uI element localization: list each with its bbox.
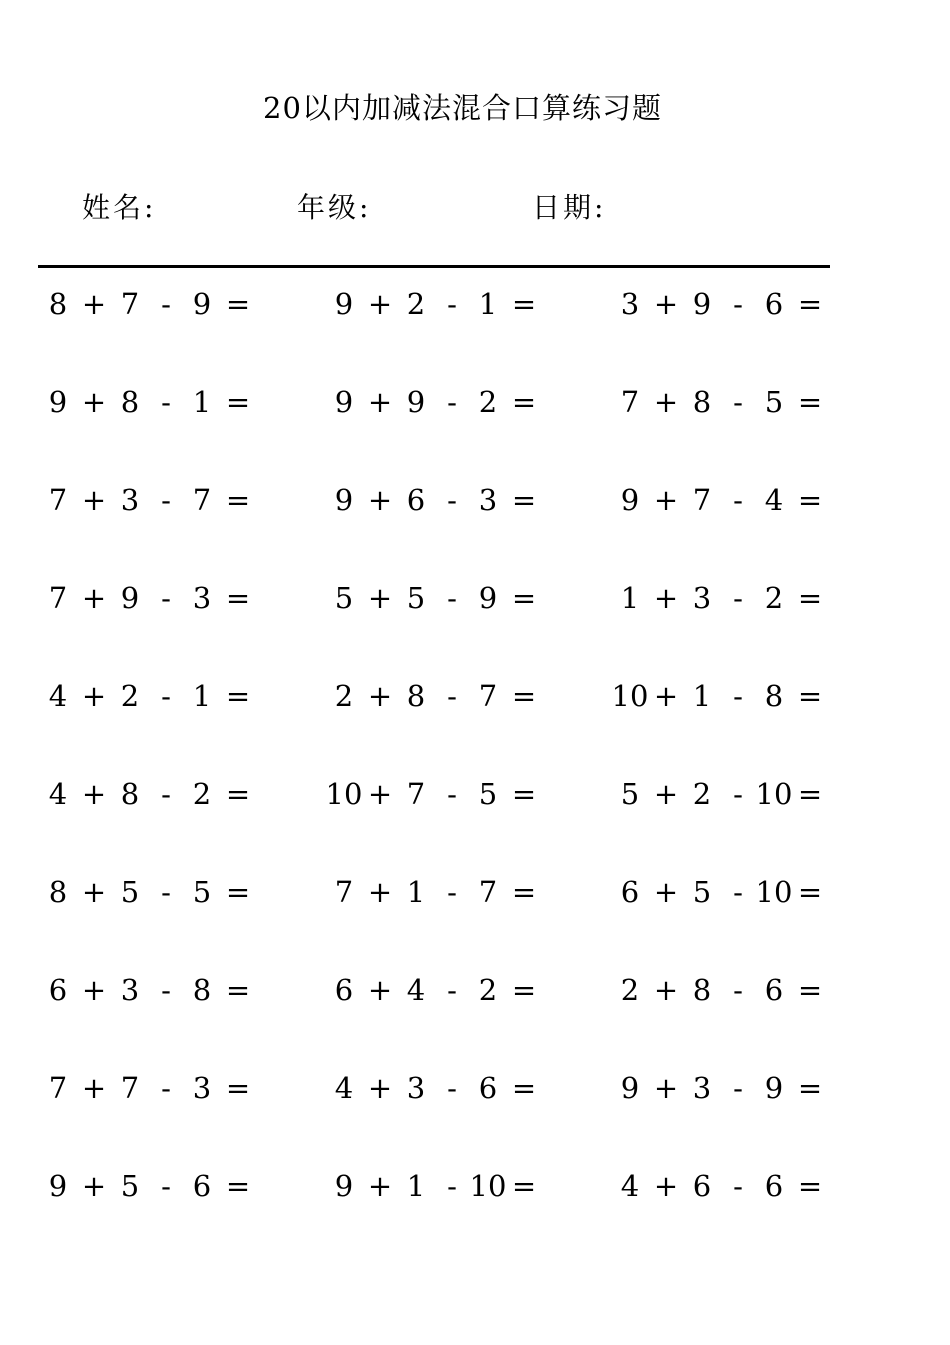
operand-second: 9: [120, 581, 140, 615]
minus-sign: -: [733, 287, 743, 321]
minus-sign: -: [161, 385, 171, 419]
equals-sign: =: [225, 483, 251, 517]
operand-first: 2: [620, 973, 640, 1007]
plus-sign: +: [653, 679, 679, 713]
equals-sign: =: [797, 581, 823, 615]
operand-third: 10: [469, 1169, 507, 1203]
plus-sign: +: [81, 1169, 107, 1203]
operand-third: 3: [192, 1071, 212, 1105]
operand-first: 9: [620, 1071, 640, 1105]
plus-sign: +: [81, 973, 107, 1007]
plus-sign: +: [81, 287, 107, 321]
problem-item: [610, 1166, 830, 1206]
operand-first: 10: [611, 679, 649, 713]
problem-item: [38, 480, 258, 520]
operand-third: 2: [192, 777, 212, 811]
operand-third: 10: [755, 875, 793, 909]
operand-second: 7: [120, 287, 140, 321]
problem-item: [610, 872, 830, 912]
page-title: 20以内加减法混合口算练习题: [263, 91, 662, 125]
minus-sign: -: [733, 483, 743, 517]
plus-sign: +: [81, 777, 107, 811]
operand-third: 6: [192, 1169, 212, 1203]
minus-sign: -: [447, 1071, 457, 1105]
operand-third: 4: [764, 483, 784, 517]
operand-second: 3: [120, 973, 140, 1007]
equals-sign: =: [511, 777, 537, 811]
equals-sign: =: [225, 875, 251, 909]
operand-first: 9: [48, 385, 68, 419]
minus-sign: -: [447, 777, 457, 811]
problem-item: [324, 480, 544, 520]
operand-second: 3: [120, 483, 140, 517]
operand-first: 3: [620, 287, 640, 321]
operand-second: 2: [692, 777, 712, 811]
plus-sign: +: [367, 385, 393, 419]
operand-first: 4: [334, 1071, 354, 1105]
operand-third: 9: [478, 581, 498, 615]
operand-first: 9: [334, 287, 354, 321]
minus-sign: -: [447, 287, 457, 321]
plus-sign: +: [81, 1071, 107, 1105]
minus-sign: -: [161, 777, 171, 811]
operand-first: 7: [48, 483, 68, 517]
problem-item: [38, 1068, 258, 1108]
operand-third: 6: [764, 973, 784, 1007]
operand-second: 6: [406, 483, 426, 517]
operand-third: 7: [192, 483, 212, 517]
operand-third: 6: [764, 1169, 784, 1203]
operand-second: 7: [692, 483, 712, 517]
problem-item: [610, 1068, 830, 1108]
operand-first: 8: [48, 875, 68, 909]
problem-item: [610, 578, 830, 618]
operand-first: 5: [334, 581, 354, 615]
operand-first: 6: [334, 973, 354, 1007]
minus-sign: -: [161, 1169, 171, 1203]
equals-sign: =: [225, 385, 251, 419]
operand-third: 5: [478, 777, 498, 811]
plus-sign: +: [81, 385, 107, 419]
equals-sign: =: [225, 1071, 251, 1105]
operand-second: 5: [406, 581, 426, 615]
minus-sign: -: [447, 875, 457, 909]
equals-sign: =: [797, 973, 823, 1007]
operand-first: 4: [48, 679, 68, 713]
minus-sign: -: [447, 973, 457, 1007]
problem-item: [38, 774, 258, 814]
operand-third: 2: [478, 385, 498, 419]
operand-first: 4: [48, 777, 68, 811]
operand-first: 6: [620, 875, 640, 909]
minus-sign: -: [447, 1169, 457, 1203]
problem-item: [324, 970, 544, 1010]
plus-sign: +: [367, 581, 393, 615]
operand-second: 8: [120, 777, 140, 811]
operand-third: 2: [478, 973, 498, 1007]
equals-sign: =: [225, 287, 251, 321]
operand-first: 9: [334, 385, 354, 419]
operand-second: 8: [406, 679, 426, 713]
problem-item: [38, 970, 258, 1010]
plus-sign: +: [653, 483, 679, 517]
minus-sign: -: [447, 385, 457, 419]
operand-third: 8: [764, 679, 784, 713]
operand-second: 6: [692, 1169, 712, 1203]
operand-first: 9: [334, 1169, 354, 1203]
equals-sign: =: [511, 287, 537, 321]
operand-third: 2: [764, 581, 784, 615]
operand-second: 3: [692, 1071, 712, 1105]
operand-first: 10: [325, 777, 363, 811]
problem-item: [38, 284, 258, 324]
plus-sign: +: [367, 1071, 393, 1105]
operand-first: 9: [48, 1169, 68, 1203]
operand-second: 8: [120, 385, 140, 419]
problem-item: [610, 774, 830, 814]
plus-sign: +: [367, 777, 393, 811]
equals-sign: =: [797, 1071, 823, 1105]
operand-second: 9: [692, 287, 712, 321]
plus-sign: +: [653, 777, 679, 811]
operand-second: 3: [406, 1071, 426, 1105]
problem-item: [38, 578, 258, 618]
operand-second: 8: [692, 973, 712, 1007]
plus-sign: +: [367, 875, 393, 909]
operand-second: 1: [406, 875, 426, 909]
operand-third: 3: [192, 581, 212, 615]
operand-third: 6: [764, 287, 784, 321]
plus-sign: +: [653, 973, 679, 1007]
problem-item: [38, 872, 258, 912]
minus-sign: -: [161, 973, 171, 1007]
minus-sign: -: [733, 1071, 743, 1105]
problem-item: [38, 1166, 258, 1206]
operand-first: 9: [620, 483, 640, 517]
operand-third: 7: [478, 679, 498, 713]
plus-sign: +: [81, 875, 107, 909]
problem-item: [324, 382, 544, 422]
operand-third: 1: [478, 287, 498, 321]
plus-sign: +: [653, 581, 679, 615]
minus-sign: -: [733, 385, 743, 419]
equals-sign: =: [511, 679, 537, 713]
problem-item: [38, 676, 258, 716]
equals-sign: =: [797, 483, 823, 517]
equals-sign: =: [797, 875, 823, 909]
minus-sign: -: [161, 1071, 171, 1105]
plus-sign: +: [653, 875, 679, 909]
operand-third: 7: [478, 875, 498, 909]
operand-third: 5: [764, 385, 784, 419]
problem-item: [610, 480, 830, 520]
operand-second: 8: [692, 385, 712, 419]
operand-second: 1: [692, 679, 712, 713]
operand-first: 6: [48, 973, 68, 1007]
operand-second: 2: [120, 679, 140, 713]
plus-sign: +: [367, 679, 393, 713]
problem-item: [324, 1166, 544, 1206]
equals-sign: =: [511, 483, 537, 517]
operand-third: 1: [192, 385, 212, 419]
equals-sign: =: [225, 581, 251, 615]
operand-first: 9: [334, 483, 354, 517]
equals-sign: =: [797, 777, 823, 811]
operand-second: 9: [406, 385, 426, 419]
minus-sign: -: [733, 973, 743, 1007]
operand-third: 9: [764, 1071, 784, 1105]
operand-third: 9: [192, 287, 212, 321]
operand-first: 7: [48, 1071, 68, 1105]
plus-sign: +: [367, 973, 393, 1007]
operand-first: 8: [48, 287, 68, 321]
plus-sign: +: [81, 483, 107, 517]
equals-sign: =: [797, 385, 823, 419]
plus-sign: +: [81, 581, 107, 615]
problem-item: [610, 382, 830, 422]
minus-sign: -: [733, 679, 743, 713]
problem-item: [324, 774, 544, 814]
minus-sign: -: [161, 483, 171, 517]
problem-item: [324, 284, 544, 324]
equals-sign: =: [511, 1071, 537, 1105]
operand-second: 7: [406, 777, 426, 811]
problem-item: [38, 382, 258, 422]
equals-sign: =: [797, 1169, 823, 1203]
plus-sign: +: [81, 679, 107, 713]
minus-sign: -: [161, 875, 171, 909]
equals-sign: =: [797, 679, 823, 713]
operand-second: 3: [692, 581, 712, 615]
problem-item: [324, 872, 544, 912]
equals-sign: =: [511, 581, 537, 615]
problem-item: [324, 676, 544, 716]
operand-first: 7: [620, 385, 640, 419]
operand-first: 7: [334, 875, 354, 909]
minus-sign: -: [733, 777, 743, 811]
plus-sign: +: [653, 385, 679, 419]
minus-sign: -: [733, 1169, 743, 1203]
equals-sign: =: [511, 973, 537, 1007]
minus-sign: -: [447, 679, 457, 713]
operand-first: 1: [620, 581, 640, 615]
minus-sign: -: [447, 483, 457, 517]
problem-item: [324, 578, 544, 618]
equals-sign: =: [511, 875, 537, 909]
problem-item: [610, 676, 830, 716]
equals-sign: =: [511, 1169, 537, 1203]
operand-first: 2: [334, 679, 354, 713]
operand-first: 4: [620, 1169, 640, 1203]
minus-sign: -: [161, 679, 171, 713]
minus-sign: -: [161, 287, 171, 321]
operand-first: 7: [48, 581, 68, 615]
operand-second: 5: [120, 875, 140, 909]
operand-third: 6: [478, 1071, 498, 1105]
operand-second: 4: [406, 973, 426, 1007]
equals-sign: =: [225, 777, 251, 811]
operand-second: 5: [692, 875, 712, 909]
problem-item: [324, 1068, 544, 1108]
plus-sign: +: [653, 1169, 679, 1203]
equals-sign: =: [511, 385, 537, 419]
operand-second: 5: [120, 1169, 140, 1203]
equals-sign: =: [797, 287, 823, 321]
problem-item: [610, 284, 830, 324]
equals-sign: =: [225, 679, 251, 713]
plus-sign: +: [367, 1169, 393, 1203]
date-label: 日期:: [532, 191, 607, 224]
header-divider: [38, 265, 830, 268]
plus-sign: +: [653, 1071, 679, 1105]
plus-sign: +: [367, 483, 393, 517]
equals-sign: =: [225, 1169, 251, 1203]
plus-sign: +: [653, 287, 679, 321]
operand-third: 10: [755, 777, 793, 811]
operand-second: 7: [120, 1071, 140, 1105]
grade-label: 年级:: [297, 191, 372, 224]
operand-third: 8: [192, 973, 212, 1007]
operand-second: 2: [406, 287, 426, 321]
equals-sign: =: [225, 973, 251, 1007]
operand-third: 5: [192, 875, 212, 909]
operand-third: 3: [478, 483, 498, 517]
minus-sign: -: [733, 875, 743, 909]
name-label: 姓名:: [82, 191, 157, 224]
problem-item: [610, 970, 830, 1010]
minus-sign: -: [733, 581, 743, 615]
operand-first: 5: [620, 777, 640, 811]
minus-sign: -: [447, 581, 457, 615]
minus-sign: -: [161, 581, 171, 615]
plus-sign: +: [367, 287, 393, 321]
operand-second: 1: [406, 1169, 426, 1203]
operand-third: 1: [192, 679, 212, 713]
